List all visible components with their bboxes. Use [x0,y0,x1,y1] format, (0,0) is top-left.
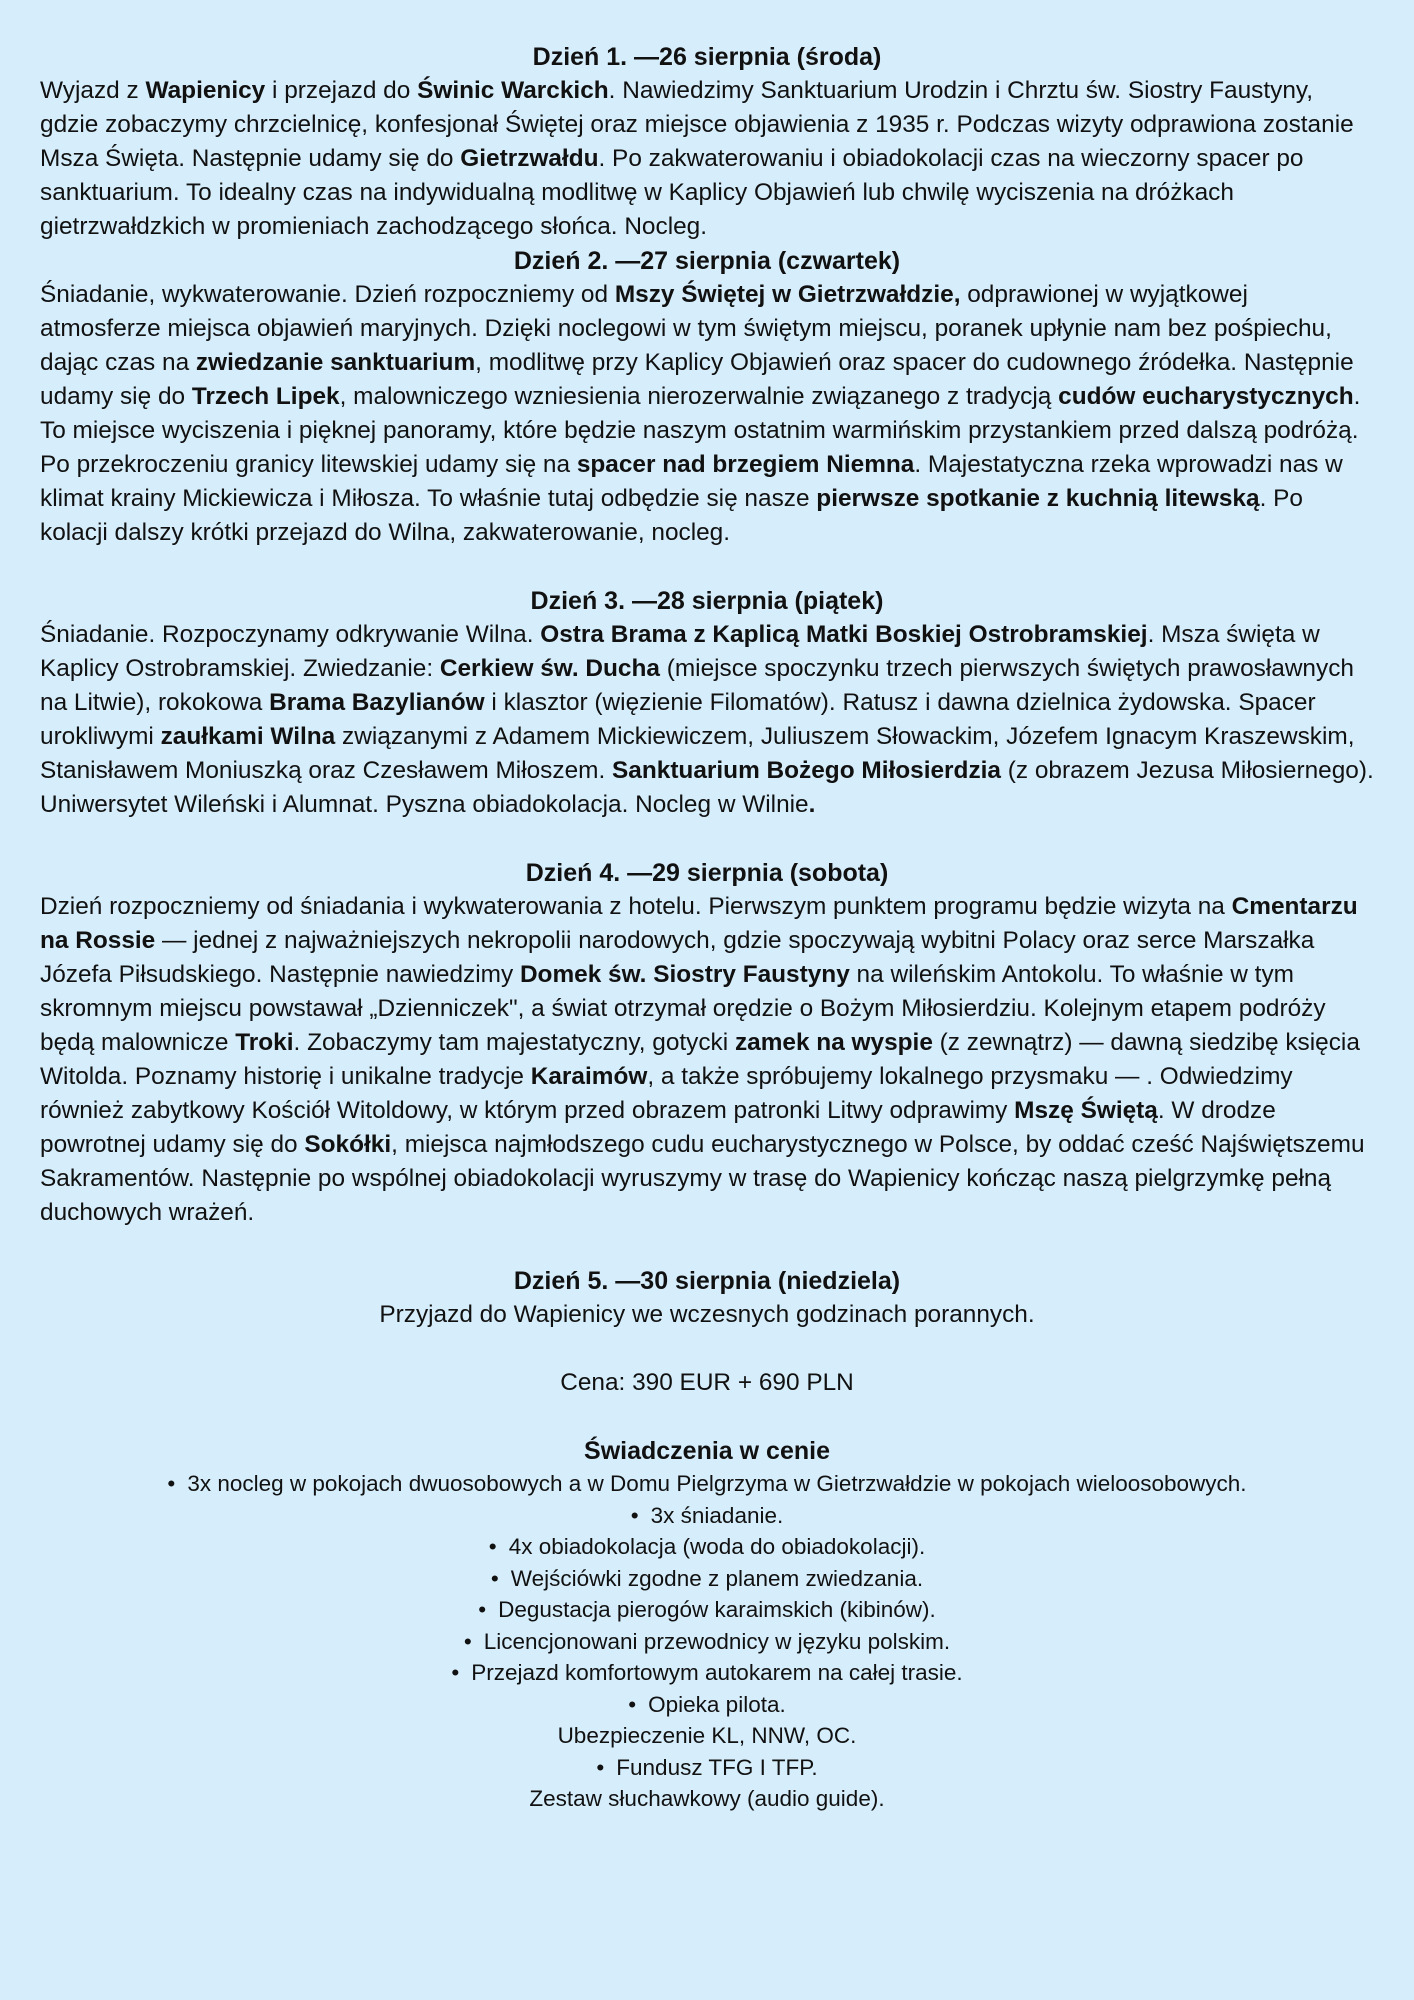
benefit-text: • 4x obiadokolacja (woda do obiadokolacji). [489,1534,925,1559]
benefit-item [40,1783,1374,1815]
highlighted-place: Cmentarzu na Rossie [40,893,1358,954]
description-text: . Majestatyczna rzeka wprowadzi nas w klimat krainy Mickiewicza i Miłosza. To właśnie tutaj odbędzie się nasze [40,451,1343,512]
description-text: odprawionej w wyjątkowej atmosferze miejsca objawień maryjnych. Dzięki noclegowi w tym świętym miejscu, poranek upłynie nam bez pośpiechu, dając czas na [40,281,1332,376]
highlighted-place: Gietrzwałdu [460,145,599,172]
description-text: i przejazd do [265,77,418,104]
description-text: (miejsce spoczynku trzech pierwszych świętych prawosławnych na Litwie), rokokowa [40,655,1354,716]
description-text: . To miejsce wyciszenia i pięknej panoramy, które będzie naszym ostatnim warmińskim przystankiem przed dalszą podróżą. Po przekroczeniu granicy litewskiej udamy się na [40,383,1361,478]
benefit-item [40,1500,1374,1532]
spacer [40,822,1374,856]
highlighted-place: Świnic Warckich [417,77,609,104]
day-2-description [40,278,1374,550]
price-text: Cena: 390 EUR + 690 PLN [560,1369,854,1396]
day-4-description [40,890,1374,1230]
highlighted-place: Ostra Brama z Kaplicą Matki Boskiej Ostrobramskiej [540,621,1148,648]
benefit-text: • Opieka pilota. [628,1692,785,1717]
description-text: (z obrazem Jezusa Miłosiernego). Uniwersytet Wileński i Alumnat. Pyszna obiadokolacja. Nocleg w Wilnie [40,757,1374,818]
highlighted-place: zamek na wyspie [734,1029,933,1056]
benefit-text: • Licencjonowani przewodnicy w języku polskim. [464,1629,950,1654]
benefit-item [40,1468,1374,1500]
highlighted-place: pierwsze spotkanie z kuchnią litewską [816,485,1260,512]
benefit-text: Ubezpieczenie KL, NNW, OC. [557,1723,857,1748]
description-text: . Msza święta w Kaplicy Ostrobramskiej. Zwiedzanie: [40,621,1320,682]
description-text: . Po zakwaterowaniu i obiadokolacji czas na wieczorny spacer po sanktuarium. To idealny czas na indywidualną modlitwę w Kaplicy Objawień lub chwilę wyciszenia na dróżkach gietrzwałdzkich w promieniach zachodzącego słońca. Nocleg. [40,145,1304,240]
spacer [40,1230,1374,1264]
benefit-item [40,1563,1374,1595]
day-3-heading: Dzień 3. —28 sierpnia (piątek) [530,587,884,615]
highlighted-place: Cerkiew św. Ducha [439,655,660,682]
highlighted-place: Brama Bazylianów [269,689,485,716]
description-text: , a także spróbujemy lokalnego przysmaku — . Odwiedzimy również zabytkowy Kościół Witoldowy, w którym przed obrazem patronki Litwy odprawimy [40,1063,1293,1124]
description-text: Śniadanie, wykwaterowanie. Dzień rozpoczniemy od [40,281,615,308]
description-text: . Nawiedzimy Sanktuarium Urodzin i Chrztu św. Siostry Faustyny, gdzie zobaczymy chrzcielnicę, konfesjonał Świętej oraz miejsce objawienia z 1935 r. Podczas wizyty odprawiona zostanie Msza Święta. Następnie udamy się do [40,77,1354,172]
benefit-item [40,1657,1374,1689]
highlighted-place: Domek św. Siostry Faustyny [519,961,850,988]
description-text: , miejsca najmłodszego cudu eucharystycznego w Polsce, by oddać cześć Najświętszemu Sakramentów. Następnie po wspólnej obiadokolacji wyruszymy w trasę do Wapienicy kończąc naszą pielgrzymkę pełną duchowych wrażeń. [40,1131,1365,1226]
days-container [40,40,1374,1264]
highlighted-place: Wapienicy [145,77,266,104]
description-text: . Po kolacji dalszy krótki przejazd do Wilna, zakwaterowanie, nocleg. [40,485,1303,546]
benefit-item [40,1689,1374,1721]
benefit-item [40,1594,1374,1626]
highlighted-place: zaułkami Wilna [160,723,336,750]
description-text: związanymi z Adamem Mickiewiczem, Juliuszem Słowackim, Józefem Ignacym Kraszewskim, Stanisławem Moniuszką oraz Czesławem Miłoszem. [40,723,1355,784]
day-3-description [40,618,1374,822]
day-5-text: Przyjazd do Wapienicy we wczesnych godzinach porannych. [379,1301,1035,1328]
benefit-text: • 3x nocleg w pokojach dwuosobowych a w Domu Pielgrzyma w Gietrzwałdzie w pokojach wieloosobowych. [167,1471,1246,1496]
benefit-text: • 3x śniadanie. [631,1503,784,1528]
highlighted-place: Sokółki [304,1131,392,1158]
description-text: , modlitwę przy Kaplicy Objawień oraz spacer do cudownego źródełka. Następnie udamy się do [40,349,1354,410]
highlighted-place: cudów eucharystycznych [1058,383,1354,410]
benefit-text: • Degustacja pierogów karaimskich (kibinów). [478,1597,936,1622]
description-text: (z zewnątrz) — dawną siedzibę księcia Witolda. Poznamy historię i unikalne tradycje [40,1029,1360,1090]
day-5-heading: Dzień 5. —30 sierpnia (niedziela) [513,1267,901,1295]
day-2-heading: Dzień 2. —27 sierpnia (czwartek) [513,247,901,275]
benefit-text: Zestaw słuchawkowy (audio guide). [529,1786,885,1811]
description-text: — jednej z najważniejszych nekropolii narodowych, gdzie spoczywają wybitni Polacy oraz serce Marszałka Józefa Piłsudskiego. Następnie nawiedzimy [40,927,1315,988]
highlighted-place: zwiedzanie sanktuarium [195,349,476,376]
benefit-text: • Wejściówki zgodne z planem zwiedzania. [491,1566,923,1591]
day-1-heading: Dzień 1. —26 sierpnia (środa) [532,43,882,71]
benefit-text: • Fundusz TFG I TFP. [596,1755,817,1780]
description-text: , malowniczego wzniesienia nierozerwalnie związanego z tradycją [339,383,1059,410]
spacer [40,550,1374,584]
highlighted-place: Trzech Lipek [191,383,340,410]
description-text: . W drodze powrotnej udamy się do [40,1097,1276,1158]
highlighted-place: Troki [235,1029,294,1056]
highlighted-place: spacer nad brzegiem Niemna [576,451,915,478]
description-text: Dzień rozpoczniemy od śniadania i wykwaterowania z hotelu. Pierwszym punktem programu będzie wizyta na [40,893,1232,920]
description-text: Śniadanie. Rozpoczynamy odkrywanie Wilna. [40,621,541,648]
day-4-heading: Dzień 4. —29 sierpnia (sobota) [525,859,889,887]
highlighted-place: . [808,791,816,818]
benefit-text: • Przejazd komfortowym autokarem na całej trasie. [451,1660,962,1685]
spacer [40,1332,1374,1366]
benefit-item [40,1531,1374,1563]
spacer [40,1400,1374,1434]
description-text: Wyjazd z [40,77,146,104]
description-text: na wileńskim Antokolu. To właśnie w tym skromnym miejscu powstawał „Dzienniczek", a świat otrzymał orędzie o Bożym Miłosierdziu. Kolejnym etapem podróży będą malownicze [40,961,1326,1056]
description-text: . Zobaczymy tam majestatyczny, gotycki [293,1029,735,1056]
highlighted-place: Sanktuarium Bożego Miłosierdzia [612,757,1001,784]
benefit-item [40,1720,1374,1752]
day-1-description [40,74,1374,244]
highlighted-place: Mszy Świętej w Gietrzwałdzie, [614,281,961,308]
benefit-item [40,1626,1374,1658]
benefits-list [40,1468,1374,1815]
description-text: i klasztor (więzienie Filomatów). Ratusz i dawna dzielnica żydowska. Spacer urokliwymi [40,689,1316,750]
benefit-item [40,1752,1374,1784]
benefits-heading: Świadczenia w cenie [584,1437,830,1465]
highlighted-place: Karaimów [530,1063,648,1090]
highlighted-place: Mszę Świętą [1014,1097,1158,1124]
